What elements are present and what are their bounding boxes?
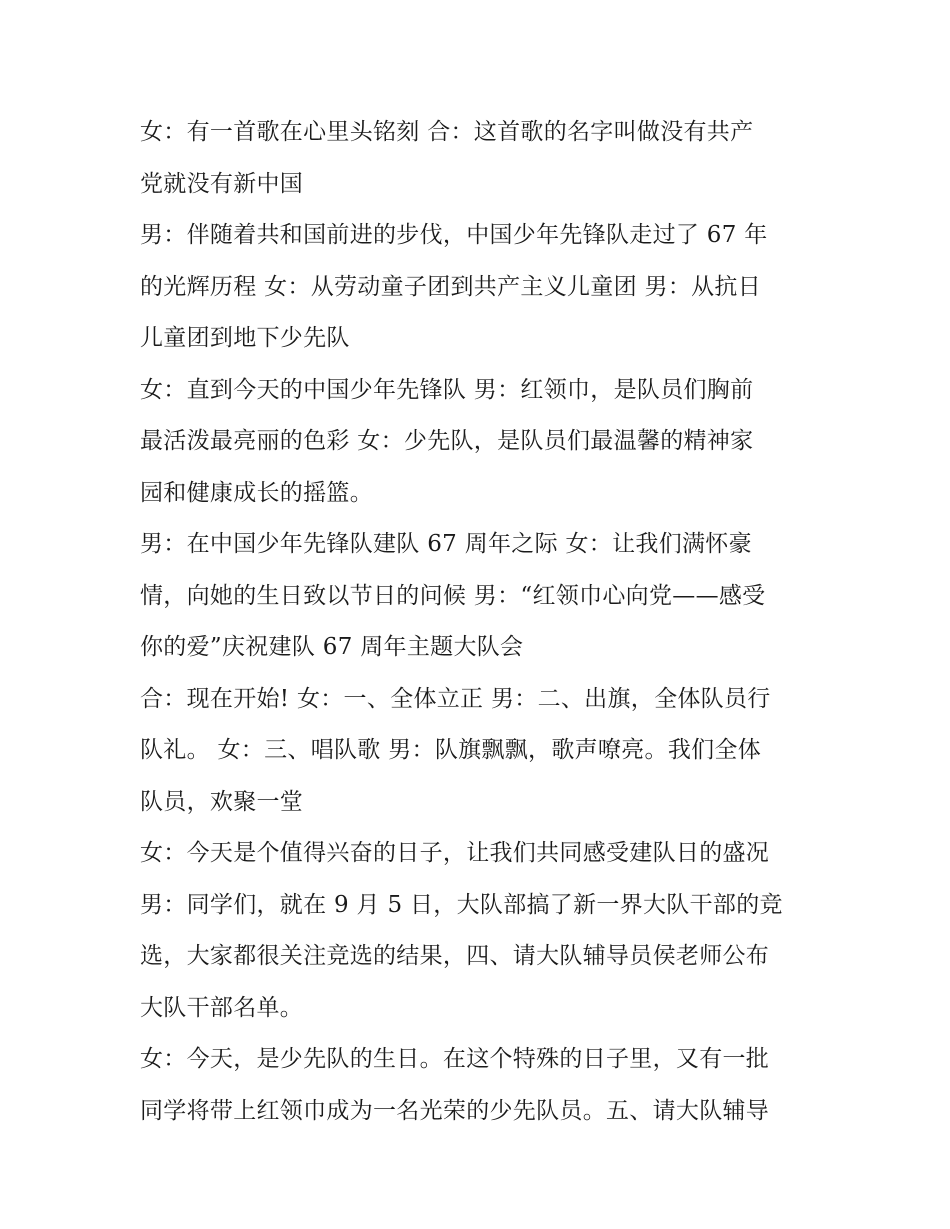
- text-line: 女：今天，是少先队的生日。在这个特殊的日子里，又有一批: [140, 1046, 770, 1072]
- text-line: 最活泼最亮丽的色彩 女：少先队，是队员们最温馨的精神家: [140, 428, 754, 454]
- text-line: 的光辉历程 女：从劳动童子团到共产主义儿童团 男：从抗日: [140, 273, 762, 300]
- text-line: 儿童团到地下少先队: [140, 325, 350, 351]
- text-line: 女：直到今天的中国少年先锋队 男：红领巾，是队员们胸前: [140, 376, 754, 403]
- text-line: 党就没有新中国: [140, 170, 304, 197]
- text-line: 情，向她的生日致以节日的问候 男：“红领巾心向党——感受: [140, 582, 766, 609]
- text-line: 你的爱”庆祝建队 67 周年主题大队会: [140, 634, 524, 660]
- text-line: 同学将带上红领巾成为一名光荣的少先队员。五、请大队辅导: [140, 1097, 770, 1124]
- text-line: 园和健康成长的摇篮。: [140, 479, 373, 506]
- text-line: 男：在中国少年先锋队建队 67 周年之际 女：让我们满怀豪: [140, 531, 752, 557]
- text-line: 合：现在开始! 女：一、全体立正 男：二、出旗，全体队员行: [140, 685, 771, 712]
- text-line: 队礼。 女：三、唱队歌 男：队旗飘飘，歌声嘹亮。我们全体: [140, 737, 762, 763]
- text-line: 选，大家都很关注竞选的结果，四、请大队辅导员侯老师公布: [140, 943, 770, 969]
- text-line: 队员，欢聚一堂: [140, 788, 304, 815]
- script-text: [140, 107, 820, 1137]
- text-line: 男：伴随着共和国前进的步伐，中国少年先锋队走过了 67 年: [140, 222, 768, 248]
- text-line: 女：今天是个值得兴奋的日子，让我们共同感受建队日的盛况: [140, 840, 770, 866]
- text-line: 男：同学们，就在 9 月 5 日，大队部搞了新一界大队干部的竞: [140, 891, 783, 918]
- text-line: 女：有一首歌在心里头铭刻 合：这首歌的名字叫做没有共产: [140, 119, 754, 145]
- text-line: 大队干部名单。: [140, 994, 304, 1021]
